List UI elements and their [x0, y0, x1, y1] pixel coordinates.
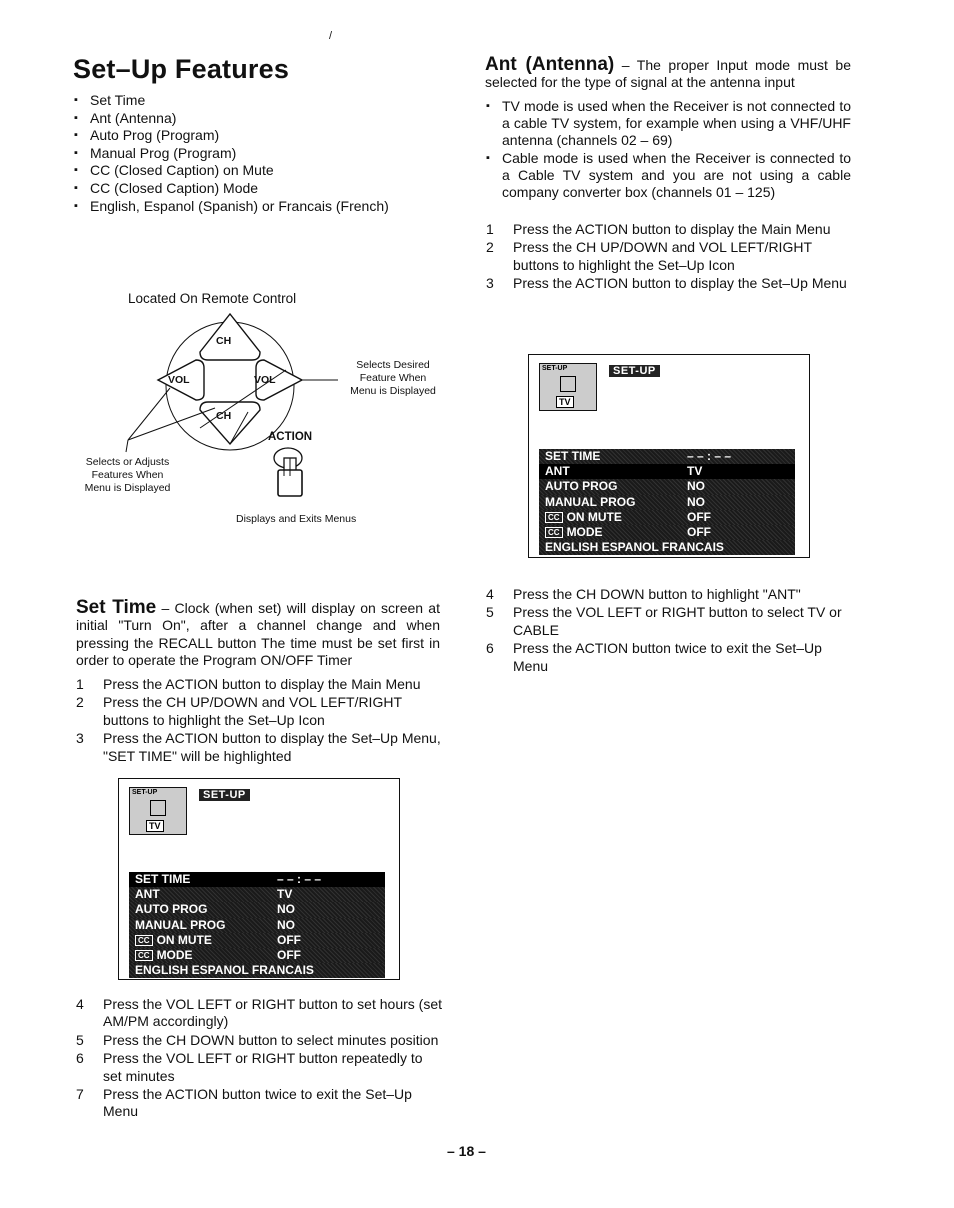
list-item: ▪ Auto Prog (Program) [73, 127, 453, 145]
setup-icon: SET-UP TV [129, 787, 187, 835]
list-item: 1 Press the ACTION button to display the Main Menu [486, 221, 831, 237]
list-item: ▪ CC (Closed Caption) Mode [73, 180, 453, 198]
list-item: 3 Press the ACTION button to display the Set–Up Menu [486, 275, 847, 292]
menu-row: CC ON MUTE OFF [539, 510, 795, 525]
set-time-intro: Set Time – Clock (when set) will display on screen at initial "Turn On", after a channel change and when pressing the RECALL button The time must be set first in order to operate the Program ON/OFF Timer [76, 597, 440, 669]
menu-row: CC MODE OFF [539, 525, 795, 540]
displays-exits-note: Displays and Exits Menus [236, 513, 357, 525]
list-item: ▪ English, Espanol (Spanish) or Francais (French) [73, 198, 453, 216]
menu-row: SET TIME – – : – – [539, 449, 795, 464]
list-item: ▪ CC (Closed Caption) on Mute [73, 162, 453, 180]
set-time-steps-a [76, 676, 442, 766]
menu-row: AUTO PROG NO [539, 479, 795, 494]
list-item: ▪ Manual Prog (Program) [73, 145, 453, 163]
ant-intro: Ant (Antenna) – The proper Input mode must be selected for the type of signal at the antenna input [485, 54, 852, 91]
setup-tag: SET-UP [199, 789, 250, 801]
ch-up-label: CH [216, 335, 232, 347]
stray-mark: / [329, 30, 333, 42]
list-item: ▪ Cable mode is used when the Receiver is connected to a Cable TV system and you are not using a cable company converter box (channels 01 – 125) [485, 150, 851, 202]
list-item: ▪ Ant (Antenna) [73, 110, 453, 128]
vol-right-label: VOL [254, 374, 276, 386]
cc-icon: CC [545, 512, 563, 523]
selects-adjusts-note: Selects or Adjusts Features When Menu is Displayed [84, 456, 171, 494]
list-item: 6 Press the ACTION button twice to exit the Set–Up Menu [486, 640, 822, 674]
ant-heading: Ant (Antenna) [485, 54, 615, 75]
ant-bullets [485, 98, 851, 201]
cc-icon: CC [545, 527, 563, 538]
feature-list [73, 92, 453, 215]
ch-down-label: CH [216, 410, 232, 422]
cc-icon: CC [135, 950, 153, 961]
ant-menu-list [539, 449, 795, 555]
menu-row: CC MODE OFF [129, 948, 385, 963]
menu-row: ENGLISH ESPANOL FRANCAIS [129, 963, 385, 978]
list-item: 4 Press the VOL LEFT or RIGHT button to set hours (set AM/PM accordingly) [76, 996, 442, 1030]
ant-steps-b [486, 586, 852, 676]
list-item: 2 Press the CH UP/DOWN and VOL LEFT/RIGHT buttons to highlight the Set–Up Icon [486, 239, 812, 273]
menu-row: AUTO PROG NO [129, 902, 385, 917]
action-label: ACTION [268, 431, 313, 443]
list-item: 4 Press the CH DOWN button to highlight "ANT" [486, 586, 801, 602]
list-item: 5 Press the VOL LEFT or RIGHT button to select TV or CABLE [486, 604, 842, 638]
menu-row: ENGLISH ESPANOL FRANCAIS [539, 540, 795, 555]
list-item: 6 Press the VOL LEFT or RIGHT button repeatedly to set minutes [76, 1050, 423, 1084]
set-time-steps-b [76, 996, 442, 1122]
menu-row: MANUAL PROG NO [539, 495, 795, 510]
list-item: 3 Press the ACTION button to display the Set–Up Menu, "SET TIME" will be highlighted [76, 730, 441, 764]
ant-steps-a [486, 221, 852, 294]
setup-icon: SET-UP TV [539, 363, 597, 411]
menu-row: ANT TV [129, 887, 385, 902]
set-time-heading: Set Time [76, 597, 157, 618]
menu-row: MANUAL PROG NO [129, 918, 385, 933]
list-item: 5 Press the CH DOWN button to select minutes position [76, 1031, 439, 1048]
list-item: 1 Press the ACTION button to display the Main Menu [76, 676, 421, 692]
setup-menu-list [129, 872, 385, 978]
page-title: Set–Up Features [73, 54, 290, 84]
setup-tag: SET-UP [609, 365, 660, 377]
ant-menu-screen [528, 354, 810, 558]
menu-row: ANT TV [539, 464, 795, 479]
list-item: 7 Press the ACTION button twice to exit the Set–Up Menu [76, 1086, 412, 1120]
cc-icon: CC [135, 935, 153, 946]
selects-desired-note: Selects Desired Feature When Menu is Displayed [350, 359, 436, 397]
page-number: – 18 – [447, 1143, 486, 1159]
list-item: ▪ TV mode is used when the Receiver is not connected to a cable TV system, for example when using a VHF/UHF antenna (channels 02 – 69) [485, 98, 851, 150]
hand-icon [274, 448, 302, 496]
list-item: ▪ Set Time [73, 92, 453, 110]
remote-diagram [70, 300, 470, 540]
menu-row: CC ON MUTE OFF [129, 933, 385, 948]
list-item: 2 Press the CH UP/DOWN and VOL LEFT/RIGHT buttons to highlight the Set–Up Icon [76, 694, 402, 728]
vol-left-label: VOL [168, 374, 190, 386]
menu-row: SET TIME – – : – – [129, 872, 385, 887]
remote-caption: Located On Remote Control [128, 291, 297, 306]
setup-menu-screen [118, 778, 400, 980]
